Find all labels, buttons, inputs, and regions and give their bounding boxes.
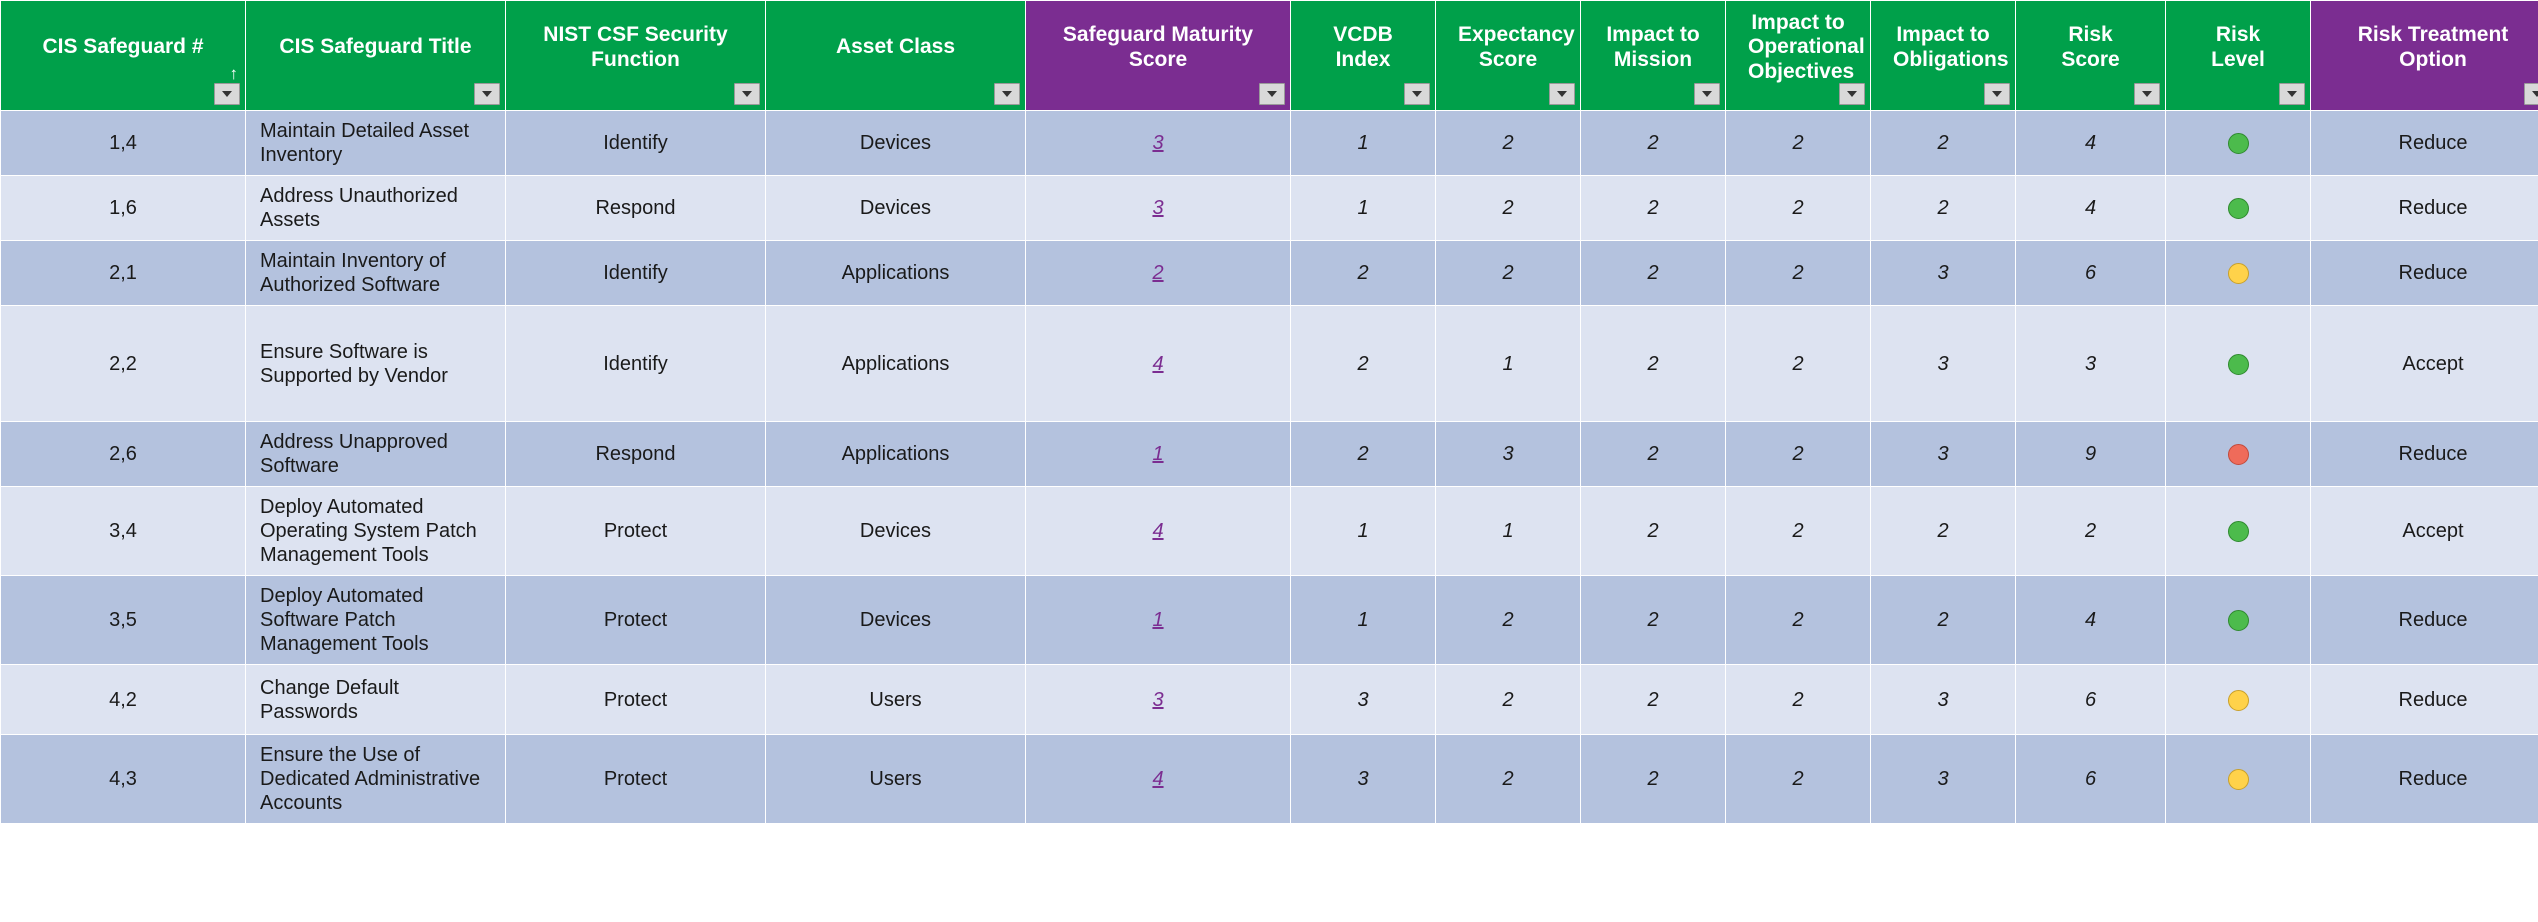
cell-risk-score: 6 xyxy=(2016,735,2166,824)
table-body xyxy=(1,111,2538,824)
column-label: Safeguard Maturity Score xyxy=(1062,23,1254,71)
cell-impact-operational: 2 xyxy=(1726,576,1871,665)
column-label: CIS Safeguard Title xyxy=(279,35,472,59)
cell-maturity-score[interactable] xyxy=(1026,241,1291,306)
cell-risk-treatment: Reduce xyxy=(2311,241,2538,306)
cell-vcdb-index: 2 xyxy=(1291,241,1436,306)
filter-dropdown-icon[interactable] xyxy=(1694,83,1720,105)
cell-impact-operational: 2 xyxy=(1726,241,1871,306)
status-badge-green xyxy=(2228,521,2249,542)
cell-risk-level xyxy=(2166,422,2311,487)
filter-dropdown-icon[interactable] xyxy=(1404,83,1430,105)
cell-asset-class: Applications xyxy=(766,306,1026,422)
cell-expectancy-score: 2 xyxy=(1436,176,1581,241)
cell-impact-mission: 2 xyxy=(1581,422,1726,487)
maturity-score-link[interactable]: 3 xyxy=(1152,197,1164,219)
cell-safeguard-title: Deploy Automated Software Patch Management Tools xyxy=(246,576,506,665)
cell-expectancy-score: 2 xyxy=(1436,576,1581,665)
table-row[interactable] xyxy=(1,111,2538,176)
cell-nist-function: Protect xyxy=(506,487,766,576)
cell-impact-mission: 2 xyxy=(1581,487,1726,576)
cell-safeguard-number: 3,5 xyxy=(1,576,246,665)
cell-expectancy-score: 3 xyxy=(1436,422,1581,487)
cell-nist-function: Protect xyxy=(506,576,766,665)
column-label: Risk Score xyxy=(2061,23,2120,71)
cell-expectancy-score: 1 xyxy=(1436,306,1581,422)
cell-impact-mission: 2 xyxy=(1581,665,1726,735)
cell-nist-function: Respond xyxy=(506,422,766,487)
column-label: Impact to Mission xyxy=(1606,23,1700,71)
filter-dropdown-icon[interactable] xyxy=(1839,83,1865,105)
column-label: NIST CSF Security Function xyxy=(543,23,728,71)
cell-safeguard-title: Address Unapproved Software xyxy=(246,422,506,487)
cell-risk-score: 2 xyxy=(2016,487,2166,576)
maturity-score-link[interactable]: 4 xyxy=(1152,520,1164,542)
cell-safeguard-number: 1,4 xyxy=(1,111,246,176)
column-header-impact-to-mission[interactable] xyxy=(1581,1,1726,111)
cell-vcdb-index: 3 xyxy=(1291,665,1436,735)
sort-ascending-icon: ↑ xyxy=(229,64,238,83)
cell-nist-function: Protect xyxy=(506,735,766,824)
cell-safeguard-title: Address Unauthorized Assets xyxy=(246,176,506,241)
cell-impact-obligations: 2 xyxy=(1871,487,2016,576)
cell-expectancy-score: 2 xyxy=(1436,111,1581,176)
filter-dropdown-icon[interactable] xyxy=(734,83,760,105)
status-badge-green xyxy=(2228,610,2249,631)
cell-risk-score: 4 xyxy=(2016,176,2166,241)
cell-safeguard-number: 3,4 xyxy=(1,487,246,576)
cell-risk-level xyxy=(2166,487,2311,576)
maturity-score-link[interactable]: 4 xyxy=(1152,352,1164,375)
cell-risk-treatment: Reduce xyxy=(2311,422,2538,487)
cell-safeguard-title: Deploy Automated Operating System Patch Management Tools xyxy=(246,487,506,576)
filter-dropdown-icon[interactable] xyxy=(2279,83,2305,105)
cell-risk-score: 9 xyxy=(2016,422,2166,487)
cell-nist-function: Identify xyxy=(506,111,766,176)
cell-expectancy-score: 1 xyxy=(1436,487,1581,576)
cell-expectancy-score: 2 xyxy=(1436,735,1581,824)
cell-vcdb-index: 3 xyxy=(1291,735,1436,824)
cell-impact-obligations: 3 xyxy=(1871,241,2016,306)
column-header-impact-to-operational-objectives[interactable] xyxy=(1726,1,1871,111)
column-header-risk-treatment-option[interactable] xyxy=(2311,1,2538,111)
cell-impact-operational: 2 xyxy=(1726,111,1871,176)
cell-impact-mission: 2 xyxy=(1581,735,1726,824)
cell-impact-operational: 2 xyxy=(1726,735,1871,824)
column-label: Risk Level xyxy=(2211,23,2265,71)
cell-maturity-score[interactable] xyxy=(1026,576,1291,665)
cell-maturity-score[interactable] xyxy=(1026,665,1291,735)
status-badge-red xyxy=(2228,444,2249,465)
cell-asset-class: Devices xyxy=(766,487,1026,576)
status-badge-yellow xyxy=(2228,769,2249,790)
status-badge-green xyxy=(2228,354,2249,375)
cell-asset-class: Users xyxy=(766,665,1026,735)
cell-safeguard-title: Maintain Inventory of Authorized Software xyxy=(246,241,506,306)
cell-risk-treatment: Accept xyxy=(2311,487,2538,576)
column-header-expectancy-score[interactable] xyxy=(1436,1,1581,111)
cell-safeguard-title: Ensure the Use of Dedicated Administrative Accounts xyxy=(246,735,506,824)
cell-impact-obligations: 3 xyxy=(1871,306,2016,422)
cell-impact-operational: 2 xyxy=(1726,665,1871,735)
cell-risk-treatment: Reduce xyxy=(2311,111,2538,176)
header-row xyxy=(1,1,2538,111)
table-row[interactable] xyxy=(1,241,2538,306)
cell-impact-mission: 2 xyxy=(1581,241,1726,306)
cell-impact-obligations: 2 xyxy=(1871,576,2016,665)
table-row[interactable] xyxy=(1,735,2538,824)
cell-safeguard-title: Change Default Passwords xyxy=(246,665,506,735)
maturity-score-link[interactable]: 3 xyxy=(1152,132,1164,154)
filter-dropdown-icon[interactable] xyxy=(474,83,500,105)
cell-maturity-score[interactable] xyxy=(1026,306,1291,422)
cell-risk-treatment: Reduce xyxy=(2311,176,2538,241)
cell-vcdb-index: 1 xyxy=(1291,111,1436,176)
cell-risk-level xyxy=(2166,576,2311,665)
column-label: Risk Treatment Option xyxy=(2357,23,2509,71)
status-badge-yellow xyxy=(2228,263,2249,284)
cell-risk-score: 6 xyxy=(2016,241,2166,306)
cell-nist-function: Identify xyxy=(506,241,766,306)
column-label: Expectancy Score xyxy=(1458,23,1575,71)
column-header-safeguard-maturity-score[interactable] xyxy=(1026,1,1291,111)
cell-nist-function: Protect xyxy=(506,665,766,735)
cell-risk-score: 4 xyxy=(2016,576,2166,665)
cell-safeguard-title: Maintain Detailed Asset Inventory xyxy=(246,111,506,176)
cell-impact-operational: 2 xyxy=(1726,176,1871,241)
filter-dropdown-icon[interactable] xyxy=(2524,83,2538,105)
cell-nist-function: Identify xyxy=(506,306,766,422)
cell-risk-score: 6 xyxy=(2016,665,2166,735)
column-label: Impact to Obligations xyxy=(1893,23,2009,71)
cell-impact-operational: 2 xyxy=(1726,487,1871,576)
cell-safeguard-number: 4,2 xyxy=(1,665,246,735)
filter-dropdown-icon[interactable] xyxy=(1984,83,2010,105)
cell-expectancy-score: 2 xyxy=(1436,241,1581,306)
cell-vcdb-index: 1 xyxy=(1291,487,1436,576)
cell-impact-mission: 2 xyxy=(1581,111,1726,176)
cell-maturity-score[interactable] xyxy=(1026,111,1291,176)
cell-impact-obligations: 2 xyxy=(1871,111,2016,176)
cell-impact-operational: 2 xyxy=(1726,306,1871,422)
cell-safeguard-number: 2,1 xyxy=(1,241,246,306)
table-row[interactable] xyxy=(1,665,2538,735)
cell-asset-class: Users xyxy=(766,735,1026,824)
table-row[interactable] xyxy=(1,176,2538,241)
filter-dropdown-icon[interactable] xyxy=(1259,83,1285,105)
cell-asset-class: Devices xyxy=(766,576,1026,665)
cell-vcdb-index: 1 xyxy=(1291,176,1436,241)
table-row[interactable] xyxy=(1,306,2538,422)
table-row[interactable] xyxy=(1,576,2538,665)
cell-risk-level xyxy=(2166,735,2311,824)
cell-maturity-score[interactable] xyxy=(1026,176,1291,241)
cell-risk-level xyxy=(2166,665,2311,735)
filter-dropdown-icon[interactable] xyxy=(214,83,240,105)
column-header-risk-score[interactable] xyxy=(2016,1,2166,111)
column-header-safeguard-number[interactable] xyxy=(1,1,246,111)
column-header-asset-class[interactable] xyxy=(766,1,1026,111)
cell-asset-class: Applications xyxy=(766,422,1026,487)
column-header-nist-csf-function[interactable] xyxy=(506,1,766,111)
maturity-score-link[interactable]: 4 xyxy=(1152,768,1164,790)
cell-nist-function: Respond xyxy=(506,176,766,241)
column-header-safeguard-title[interactable] xyxy=(246,1,506,111)
cell-risk-level xyxy=(2166,111,2311,176)
cell-impact-obligations: 3 xyxy=(1871,422,2016,487)
cell-risk-treatment: Reduce xyxy=(2311,576,2538,665)
cell-maturity-score[interactable] xyxy=(1026,487,1291,576)
column-header-impact-to-obligations[interactable] xyxy=(1871,1,2016,111)
cell-asset-class: Devices xyxy=(766,176,1026,241)
table-header xyxy=(1,1,2538,111)
cell-impact-mission: 2 xyxy=(1581,576,1726,665)
maturity-score-link[interactable]: 3 xyxy=(1152,688,1164,711)
table-row[interactable] xyxy=(1,487,2538,576)
cell-impact-mission: 2 xyxy=(1581,176,1726,241)
cell-risk-level xyxy=(2166,176,2311,241)
filter-dropdown-icon[interactable] xyxy=(994,83,1020,105)
filter-dropdown-icon[interactable] xyxy=(2134,83,2160,105)
cell-safeguard-number: 2,2 xyxy=(1,306,246,422)
column-label: Impact to Operational Objectives xyxy=(1748,11,1865,83)
status-badge-green xyxy=(2228,198,2249,219)
cell-impact-mission: 2 xyxy=(1581,306,1726,422)
cell-expectancy-score: 2 xyxy=(1436,665,1581,735)
cell-risk-treatment: Reduce xyxy=(2311,735,2538,824)
cell-risk-treatment: Reduce xyxy=(2311,665,2538,735)
maturity-score-link[interactable]: 1 xyxy=(1152,609,1164,631)
cell-vcdb-index: 1 xyxy=(1291,576,1436,665)
cell-safeguard-number: 2,6 xyxy=(1,422,246,487)
cell-safeguard-title: Ensure Software is Supported by Vendor xyxy=(246,306,506,422)
column-header-risk-level[interactable] xyxy=(2166,1,2311,111)
cell-risk-score: 4 xyxy=(2016,111,2166,176)
cell-safeguard-number: 1,6 xyxy=(1,176,246,241)
filter-dropdown-icon[interactable] xyxy=(1549,83,1575,105)
column-label: Asset Class xyxy=(835,35,956,59)
cell-risk-treatment: Accept xyxy=(2311,306,2538,422)
cell-asset-class: Applications xyxy=(766,241,1026,306)
status-badge-yellow xyxy=(2228,690,2249,711)
cell-asset-class: Devices xyxy=(766,111,1026,176)
column-label: VCDB Index xyxy=(1333,23,1393,71)
cell-impact-obligations: 3 xyxy=(1871,665,2016,735)
cell-impact-operational: 2 xyxy=(1726,422,1871,487)
table-row[interactable] xyxy=(1,422,2538,487)
status-badge-green xyxy=(2228,133,2249,154)
column-header-vcdb-index[interactable] xyxy=(1291,1,1436,111)
cell-impact-obligations: 2 xyxy=(1871,176,2016,241)
cell-vcdb-index: 2 xyxy=(1291,306,1436,422)
column-label: CIS Safeguard # xyxy=(42,35,204,59)
cell-maturity-score[interactable] xyxy=(1026,735,1291,824)
cell-risk-level xyxy=(2166,306,2311,422)
cell-risk-score: 3 xyxy=(2016,306,2166,422)
cell-maturity-score[interactable] xyxy=(1026,422,1291,487)
cell-risk-level xyxy=(2166,241,2311,306)
cell-impact-obligations: 3 xyxy=(1871,735,2016,824)
cell-vcdb-index: 2 xyxy=(1291,422,1436,487)
cell-safeguard-number: 4,3 xyxy=(1,735,246,824)
maturity-score-link[interactable]: 1 xyxy=(1152,443,1164,465)
maturity-score-link[interactable]: 2 xyxy=(1152,262,1164,284)
